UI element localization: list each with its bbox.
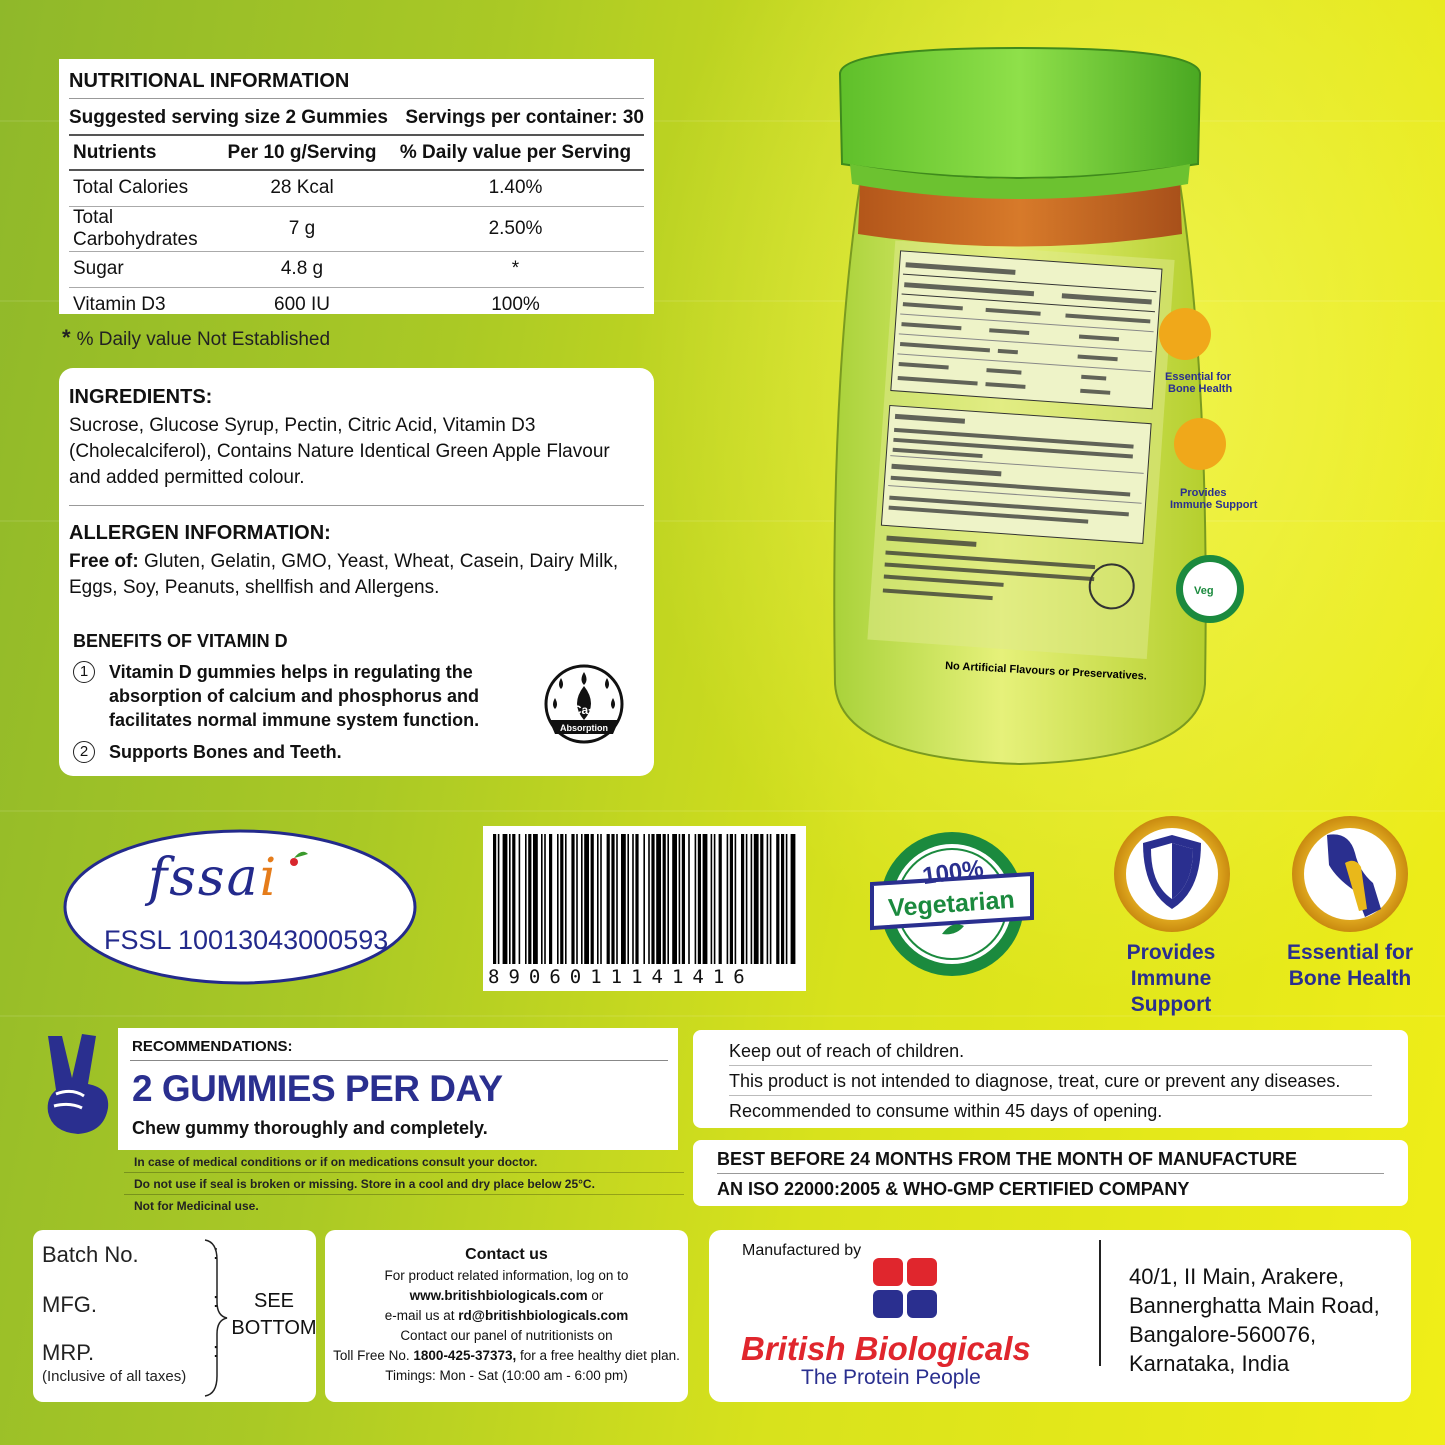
servings-per-container: Servings per container: 30 [405,107,644,128]
warning-medical: In case of medical conditions or if on medications consult your doctor. [134,1155,538,1169]
barcode-bar [711,834,713,964]
barcode-bar [703,834,708,964]
contact-panel [325,1230,688,1402]
benefit-text: Vitamin D gummies helps in regulating the absorption of calcium and phosphorus and facilitates normal immune system function. [109,662,480,730]
footnote-star: * [62,325,71,350]
fssai-logo-i: i [259,848,279,908]
calcium-absorption-icon [539,664,629,744]
nutrient-name: Vitamin D3 [73,294,166,316]
barcode-bar [509,834,511,964]
serving-size: Suggested serving size 2 Gummies [69,107,388,128]
warning-not-medicinal: Not for Medicinal use. [134,1199,259,1213]
barcode-bar [760,834,763,964]
barcode-bar [528,834,531,964]
notice-item: Recommended to consume within 45 days of opening. [729,1101,1163,1121]
veg-badge-text: Vegetarian [887,885,1016,923]
barcode-bar [607,834,610,964]
header-daily-value: % Daily value per Serving [387,136,644,170]
immune-support-label [1088,940,1254,1018]
contact-or: or [587,1288,604,1303]
address-line: 40/1, II Main, Arakere, [1129,1264,1345,1289]
batch-colon: : [213,1242,219,1264]
nutrient-amount: 28 Kcal [217,170,387,206]
contact-website-line [325,1286,688,1306]
barcode-bar [781,834,784,964]
divider [1099,1240,1101,1366]
barcode-bar [648,834,650,964]
nutrient-amount: 4.8 g [217,251,387,287]
barcode-bar [754,834,759,964]
table-row [69,251,644,287]
divider [130,1060,668,1061]
contact-email-line [325,1306,688,1326]
barcode-bar [541,834,543,964]
barcode-bar [719,834,722,964]
benefit-item [73,660,513,732]
nutrient-daily-value: 100% [491,294,540,316]
recommendations-heading: RECOMMENDATIONS: [132,1038,293,1055]
see-bottom-text: SEE BOTTOM [231,1290,317,1339]
barcode-bar [727,834,729,964]
website-link[interactable]: www.britishbiologicals.com [409,1288,588,1303]
barcode-number: 8906011141416 [488,966,754,988]
nutrient-amount: 7 g [217,206,387,251]
fssai-logo-text: fssa [148,848,260,908]
fssai-logo [148,848,278,908]
peace-sign-icon [38,1032,120,1136]
footnote-text: % Daily value Not Established [76,329,331,350]
barcode-bar [544,834,546,964]
barcode-bar [767,834,769,964]
mrp-label: MRP. [42,1340,95,1365]
nutrient-daily-value: * [387,251,644,287]
jar-no-additives-text: No Artificial Flavours or Preservatives. [944,660,1148,683]
fssai-license-number: FSSL 10013043000593 [104,925,389,955]
dosage-text: 2 GUMMIES PER DAY [132,1068,503,1109]
divider [124,1194,684,1195]
barcode-bar [791,834,796,964]
brace-icon [201,1238,229,1398]
barcode-bar [549,834,552,964]
barcode-bar [621,834,626,964]
allergen-heading: ALLERGEN INFORMATION: [69,522,331,544]
bone-health-text: Essential for Bone Health [1286,941,1414,990]
barcode-bar [786,834,788,964]
tollfree-suffix: for a free healthy diet plan. [516,1348,680,1363]
email-prefix: e-mail us at [384,1308,459,1323]
ingredients-heading: INGREDIENTS: [69,386,213,408]
divider [69,505,644,506]
barcode-bar [512,834,515,964]
benefit-text: Supports Bones and Teeth. [109,742,342,762]
table-row [69,287,644,323]
nutrition-header-row [69,136,644,170]
brand-name: British Biologicals [741,1330,1031,1367]
svg-text:Provides: Provides [1180,487,1227,499]
barcode-bar [525,834,527,964]
benefits-heading: BENEFITS OF VITAMIN D [73,631,288,651]
barcode-bar [735,834,737,964]
ingredients-text: Sucrose, Glucose Syrup, Pectin, Citric Acid, Vitamin D3 (Cholecalciferol), Contains Nature Identical Green Apple Flavour and added permitted colour. [69,415,610,488]
address-line: Karnataka, India [1129,1351,1290,1376]
manufacturer-address [1129,1262,1380,1378]
barcode-bar [663,834,666,964]
british-biologicals-logo-icon [869,1252,941,1324]
nutrient-name: Sugar [69,251,217,287]
barcode-bar [493,834,496,964]
allergen-list: Gluten, Gelatin, GMO, Yeast, Wheat, Casein, Dairy Milk, Eggs, Soy, Peanuts, shellfish and Allergens. [69,551,619,598]
free-of-label: Free of: [69,551,139,572]
barcode-bar [672,834,677,964]
product-jar-image [800,44,1258,774]
barcode-bar [651,834,654,964]
barcode-bar [498,834,500,964]
barcode-bar [533,834,538,964]
tollfree-line [325,1346,688,1366]
nutrition-table [69,136,644,323]
batch-info-panel [33,1230,316,1402]
tollfree-number: 1800-425-37373, [413,1348,517,1363]
notice-item: This product is not intended to diagnose, treat, cure or prevent any diseases. [729,1066,1372,1096]
barcode-bar [591,834,594,964]
recommendations-panel [118,1028,678,1150]
svg-text:Veg: Veg [1194,585,1214,597]
barcode-bar [770,834,772,964]
barcode-bar [519,834,521,964]
barcode-bar [616,834,618,964]
nutrient-name: Total Calories [69,170,217,206]
immune-support-badge [1111,813,1233,935]
barcode-bar [695,834,697,964]
barcode-bar [632,834,634,964]
mfg-colon: : [213,1290,219,1312]
barcode-bar [611,834,614,964]
table-row [69,170,644,206]
address-line: Bangalore-560076, [1129,1322,1317,1347]
contact-line: Contact our panel of nutritionists on [400,1328,613,1343]
warning-seal: Do not use if seal is broken or missing. Store in a cool and dry place below 25°C. [134,1177,595,1191]
barcode-bar [656,834,661,964]
barcode-bar [751,834,753,964]
best-before-text: BEST BEFORE 24 MONTHS FROM THE MONTH OF MANUFACTURE [717,1144,1384,1174]
barcode-bar [584,834,589,964]
barcode-bar [679,834,681,964]
daily-value-footnote [62,325,330,351]
absorption-icon-label: Absorption [560,723,608,733]
batch-label: Batch No. [42,1242,139,1267]
nutrition-title: NUTRITIONAL INFORMATION [69,67,644,99]
barcode-bar [682,834,685,964]
nutrient-name: Total Carbohydrates [69,206,217,251]
divider [124,1172,684,1173]
manufacturer-panel [709,1230,1411,1402]
header-per-serving: Per 10 g/Serving [217,136,387,170]
barcode-bar [576,834,578,964]
nutrient-daily-value: 1.40% [387,170,644,206]
benefit-number: 1 [73,661,95,683]
allergen-text [69,549,644,601]
iso-certification-text: AN ISO 22000:2005 & WHO-GMP CERTIFIED COMPANY [717,1179,1190,1199]
absorption-icon-symbol: Ca+ [572,703,596,717]
barcode-bar [714,834,716,964]
email-link[interactable]: rd@britishbiologicals.com [458,1308,629,1323]
svg-text:Essential for: Essential for [1165,371,1232,383]
svg-text:Immune Support: Immune Support [1170,499,1258,511]
mfg-label: MFG. [42,1292,97,1317]
mrp-note: (Inclusive of all taxes) [42,1368,187,1385]
barcode-bar [667,834,669,964]
bone-health-badge [1289,813,1411,935]
barcode-bar [776,834,779,964]
manufactured-by-label: Manufactured by [742,1242,862,1259]
barcode-bar [557,834,559,964]
barcode-bar [565,834,567,964]
tollfree-prefix: Toll Free No. [333,1348,414,1363]
dosage-instruction: Chew gummy thoroughly and completely. [132,1118,488,1138]
barcode-bar [635,834,638,964]
timings-line: Timings: Mon - Sat (10:00 am - 6:00 pm) [385,1368,628,1383]
header-nutrients: Nutrients [69,136,217,170]
mrp-colon: : [213,1340,219,1362]
barcode-bar [698,834,701,964]
veg-badge-percent: 100% [920,854,986,891]
barcode-bar [503,834,508,964]
barcode-bar [741,834,744,964]
table-row [69,206,644,251]
barcode-bar [571,834,574,964]
address-line: Bannerghatta Main Road, [1129,1293,1380,1318]
barcode-bar [597,834,599,964]
barcode-bar [688,834,690,964]
barcode-bar [746,834,748,964]
immune-support-text: Provides Immune Support [1126,941,1216,1016]
safety-notices-panel [693,1030,1408,1128]
notice-item: Keep out of reach of children. [729,1036,1372,1066]
barcode-bar [600,834,602,964]
barcode-bar [560,834,563,964]
nutrition-facts-panel [59,59,654,314]
barcode-bar [627,834,629,964]
benefit-number: 2 [73,741,95,763]
vegetarian-badge [872,822,1032,992]
barcode-bar [643,834,645,964]
certification-panel [693,1140,1408,1206]
brand-tagline: The Protein People [801,1366,981,1389]
svg-text:Bone Health: Bone Health [1168,383,1233,395]
bone-health-label [1276,940,1424,992]
serving-row [69,99,644,136]
nutrient-amount: 600 IU [274,294,330,316]
nutrient-daily-value: 2.50% [387,206,644,251]
contact-heading: Contact us [465,1246,548,1263]
barcode-bar [581,834,583,964]
contact-line: For product related information, log on to [384,1268,629,1283]
barcode-bar [730,834,733,964]
